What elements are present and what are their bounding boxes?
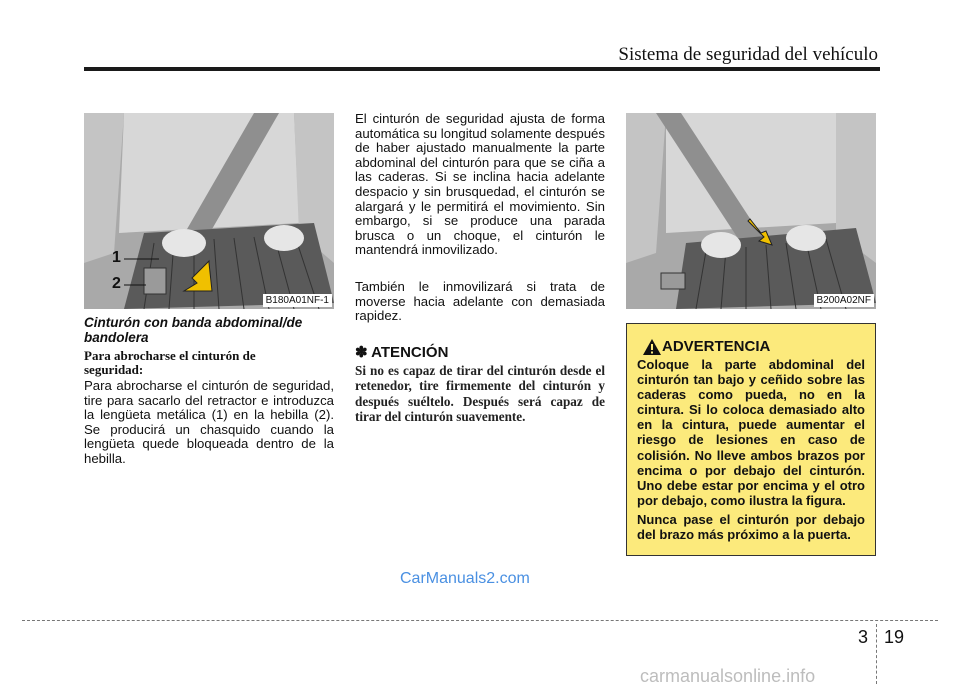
seatbelt-illustration bbox=[84, 113, 334, 309]
col1-body: Para abrocharse el cinturón de seguridad, tire para sacarlo del retractor e introduzca la lengüeta metálica (1) en la hebilla (2). Se producirá un chasquido cuando la lengüeta quede bloqueada dentro de la hebilla. bbox=[84, 378, 334, 466]
atencion-title: ✽ ATENCIÓN bbox=[355, 344, 449, 361]
col1-subheading: Para abrocharse el cinturón de seguridad: bbox=[84, 348, 256, 377]
footer-rule bbox=[22, 620, 938, 621]
watermark-carmanualsonline: carmanualsonline.info bbox=[640, 666, 816, 686]
warning-triangle-icon bbox=[642, 338, 662, 356]
warning-title: ADVERTENCIA bbox=[662, 338, 771, 355]
header-rule bbox=[84, 67, 880, 71]
col2-para2: También le inmovilizará si trata de moverse hacia adelante con demasiada rapidez. bbox=[355, 279, 605, 324]
col2-para1: El cinturón de seguridad ajusta de forma automática su longitud solamente después de haber ajustado manualmente la parte abdominal del cinturón para que se ciña a las caderas. Si se inclina hacia adelante despacio y sin brusquedad, el cinturón se alargará y le permitirá el movimiento. Sin embargo, si se produce una parada brusca o un choque, el cinturón le mantendrá inmovilizado. bbox=[355, 111, 605, 258]
page-number: 19 bbox=[884, 627, 905, 647]
col1-heading: Cinturón con banda abdominal/de bandolera bbox=[84, 315, 303, 345]
footer-divider bbox=[876, 624, 877, 684]
header-title: Sistema de seguridad del vehículo bbox=[618, 44, 878, 65]
warning-body-2: Nunca pase el cinturón por debajo del brazo más próximo a la puerta. bbox=[637, 511, 865, 543]
seatbelt-illustration bbox=[626, 113, 876, 309]
figure-code: B180A01NF-1 bbox=[263, 294, 332, 307]
figure-code: B200A02NF bbox=[814, 294, 874, 307]
seatbelt-figure-left bbox=[84, 113, 334, 309]
seatbelt-figure-right bbox=[626, 113, 876, 309]
warning-body-1: Coloque la parte abdominal del cinturón tan bajo y ceñido sobre las caderas como pueda, no en la cintura. Si lo coloca demasiado alto en la cintura, puede aumentar el riesgo de lesiones en caso de colisión. No lleve ambos brazos por encima o por debajo del cinturón. Uno debe estar por encima y el otro por debajo, como ilustra la figura. bbox=[637, 357, 865, 508]
atencion-body: Si no es capaz de tirar del cinturón desde el retenedor, tire firmemente del cinturón y después suéltelo. Después será capaz de tirar del cinturón suavemente. bbox=[355, 363, 605, 424]
warning-box bbox=[626, 323, 876, 556]
chapter-number: 3 bbox=[858, 627, 869, 647]
figure-label-1: 1 bbox=[112, 249, 121, 266]
figure-label-2: 2 bbox=[112, 275, 121, 292]
watermark-carmanuals: CarManuals2.com bbox=[400, 570, 530, 587]
